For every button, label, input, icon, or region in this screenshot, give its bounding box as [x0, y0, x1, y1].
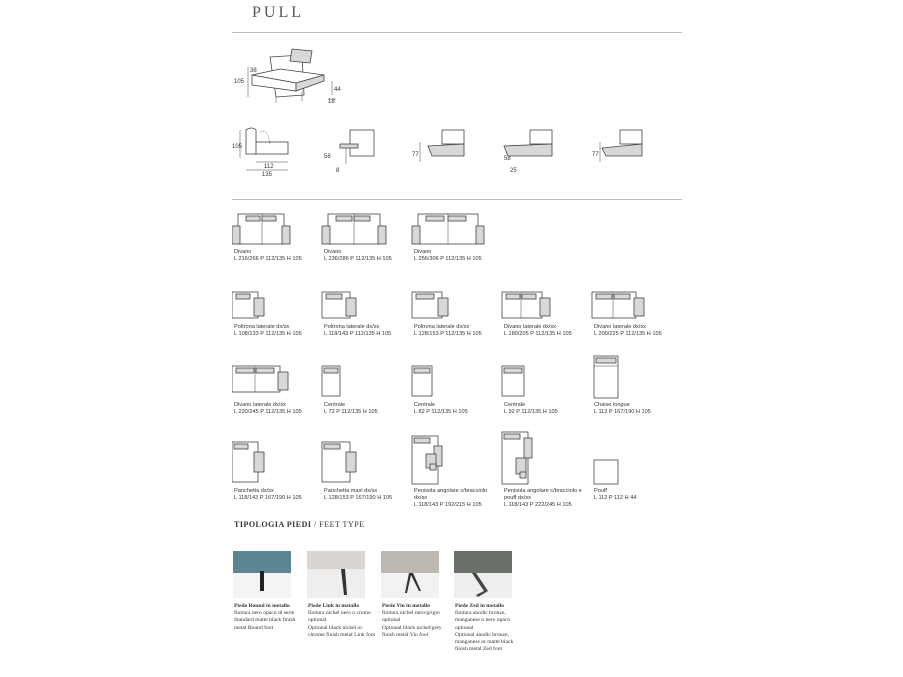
module-caption: Panchetta dx/sx L 118/143 P 167/190 H 105	[234, 488, 302, 501]
dim-38: 38	[250, 68, 257, 74]
dim-135: 135	[262, 172, 273, 178]
side-4-seat	[504, 144, 552, 156]
top-divider	[232, 32, 682, 33]
module-caption: Poltrona laterale dx/sx L 118/143 P 112/135 H 105	[324, 324, 392, 337]
foot-photo-round	[233, 551, 291, 598]
module-caption: Divano laterale dx/sx L 220/245 P 112/135 H 105	[234, 402, 302, 415]
dim-58b: 58	[504, 156, 511, 162]
bench-118	[232, 442, 264, 482]
side-sofa-200	[592, 292, 644, 318]
foot-photo-yin	[381, 551, 439, 598]
central-82	[412, 366, 432, 396]
dim-25: 25	[510, 168, 517, 174]
module-caption: Centrale L 82 P 112/135 H 105	[414, 402, 468, 415]
module-caption: Poltrona laterale dx/sx L 108/133 P 112/135 H 105	[234, 324, 302, 337]
dim-112: 112	[264, 164, 274, 170]
dim-105-side: 105	[232, 144, 243, 150]
armchair-118	[322, 292, 356, 318]
module-caption: Poltrona laterale dx/sx L 128/153 P 112/135 H 105	[414, 324, 482, 337]
central-72	[322, 366, 340, 396]
dim-105: 105	[234, 79, 245, 85]
foot-caption-link: Piede Link in metallo finitura nichel nero o cromo optional Optional black nickel or chrome finish metal Link foot	[308, 603, 376, 638]
module-caption: Divano laterale dx/sx L 180/205 P 112/135 H 105	[504, 324, 572, 337]
pouff	[594, 460, 618, 484]
foot-caption-round: Piede Round in metallo finitura nero opaco di serie Standard matte black finish metal Round foot	[234, 603, 296, 631]
sofa-236	[322, 214, 386, 244]
module-caption: Divano L 236/286 P 112/135 H 105	[324, 249, 392, 262]
side-sofa-220	[232, 366, 288, 392]
page-title: PULL	[252, 4, 304, 21]
peninsula-pouff	[502, 432, 532, 484]
side-2-tray	[340, 144, 358, 148]
side-elevations	[232, 122, 672, 180]
armchair-128	[412, 292, 448, 318]
foot-caption-zed: Piede Zed in metallo finitura anodic bronze, manganese o nero opaco optional Optional anodic bronze, manganese or matte black finish metal Zed foot	[455, 603, 514, 653]
bench-maxi-128	[322, 442, 356, 482]
headrest-shape	[290, 49, 312, 63]
peninsula-armrest	[412, 436, 442, 484]
module-caption: Penisola angolare c/bracciolo e pouff dx/sx L 118/143 P 222/245 H 105	[504, 488, 582, 508]
module-caption: Divano L 216/266 P 112/135 H 105	[234, 249, 302, 262]
dim-18: 18	[328, 99, 335, 105]
dim-77: 77	[412, 152, 419, 158]
side-backrest	[246, 128, 256, 154]
side-2-back	[350, 130, 374, 156]
module-caption: Chaise longue L 112 P 167/190 H 105	[594, 402, 651, 415]
perspective-drawing	[232, 45, 352, 107]
module-caption: Centrale L 92 P 112/135 H 105	[504, 402, 558, 415]
module-caption: Divano laterale dx/sx L 200/225 P 112/135 H 105	[594, 324, 662, 337]
foot-caption-yin: Piede Yin in metallo finitura nichel nero/grigio optional Optional black nickel/grey finish metal Yin foot	[382, 603, 442, 638]
chaise-longue	[594, 356, 618, 398]
side-sofa-180	[502, 292, 550, 318]
dim-77b: 77	[592, 152, 599, 158]
sofa-256	[412, 214, 484, 244]
central-92	[502, 366, 524, 396]
middle-divider	[232, 199, 682, 200]
side-5-seat	[602, 144, 642, 156]
dim-44: 44	[334, 87, 341, 93]
sofa-216	[232, 214, 290, 244]
foot-photo-zed	[454, 551, 512, 598]
module-caption: Pouff L 112 P 112 H 44	[594, 488, 637, 501]
foot-photo-link	[307, 551, 365, 598]
dim-58: 58	[324, 154, 331, 160]
module-caption: Penisola angolare c/bracciolo dx/sx L 118/143 P 192/215 H 105	[414, 488, 488, 508]
module-caption: Centrale L 72 P 112/135 H 105	[324, 402, 378, 415]
feet-section-title: TIPOLOGIA PIEDI / FEET TYPE	[234, 520, 365, 529]
side-seat	[254, 142, 288, 154]
side-3-back	[442, 130, 464, 144]
side-3-seat	[428, 144, 464, 156]
dim-8: 8	[336, 168, 340, 174]
side-5-back	[620, 130, 642, 144]
module-caption: Divano L 256/306 P 112/135 H 105	[414, 249, 482, 262]
side-4-back	[530, 130, 552, 144]
module-caption: Panchetta maxi dx/sx L 128/153 P 167/190 H 105	[324, 488, 393, 501]
armchair-108	[232, 292, 264, 318]
